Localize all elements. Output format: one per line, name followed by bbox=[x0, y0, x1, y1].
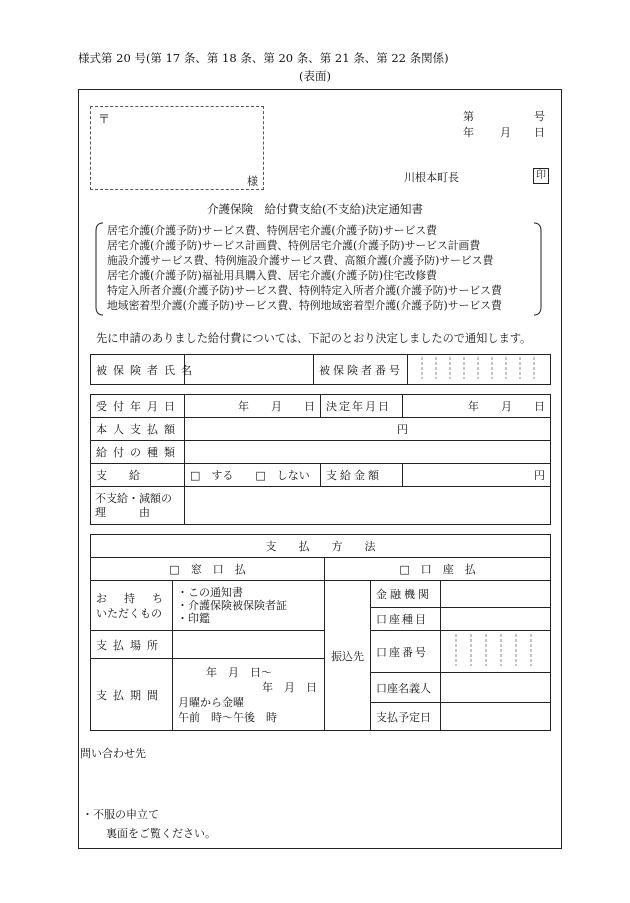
insured-number-field[interactable] bbox=[408, 355, 551, 385]
objection-label: ・不服の申立て bbox=[82, 808, 159, 821]
reason-field[interactable] bbox=[185, 487, 551, 525]
service-type-3: 施設介護サービス費、特例施設介護サービス費、高額介護(介護予防)サービス費 bbox=[107, 254, 494, 267]
place-label: 支払場所 bbox=[91, 631, 173, 659]
number-prefix: 第 bbox=[463, 110, 474, 123]
account-payment-option[interactable]: □ 口 座 払 bbox=[325, 558, 551, 581]
inquiry-label: 問い合わせ先 bbox=[80, 747, 146, 760]
reason-label: 不支給・減額の 理 由 bbox=[91, 487, 185, 525]
period-label: 支払期間 bbox=[91, 659, 173, 731]
service-type-6: 地域密着型介護(介護予防)サービス費、特例地域密着型介護(介護予防)サービス費 bbox=[107, 299, 502, 312]
service-type-5: 特定入所者介護(介護予防)サービス費、特例特定入所者介護(介護予防)サービス費 bbox=[107, 284, 502, 297]
payment-yes-checkbox[interactable]: □ する bbox=[190, 469, 234, 482]
bank-label: 金融機関 bbox=[371, 581, 441, 608]
issuer: 川根本町長 bbox=[404, 171, 459, 184]
account-type-label: 口座種目 bbox=[371, 608, 441, 631]
see-back-note: 裏面をご覧ください。 bbox=[106, 827, 216, 840]
service-type-2: 居宅介護(介護予防)サービス計画費、特例居宅介護(介護予防)サービス計画費 bbox=[107, 239, 481, 252]
window-payment-option[interactable]: □ 窓 口 払 bbox=[91, 558, 325, 581]
intro-text: 先に申請のありました給付費については、下記のとおり決定しましたので通知します。 bbox=[96, 332, 532, 345]
issue-month: 月 bbox=[500, 126, 511, 139]
account-holder-label: 口座名義人 bbox=[371, 673, 441, 703]
scheduled-date-label: 支払予定日 bbox=[371, 703, 441, 731]
issue-year: 年 bbox=[463, 126, 474, 139]
payment-label: 支 給 bbox=[91, 464, 185, 487]
decision-date-label: 決定年月日 bbox=[321, 395, 403, 418]
payment-method-table bbox=[90, 534, 551, 731]
account-digit-boxes bbox=[441, 631, 551, 669]
period-field[interactable]: 年 月 日～ 年 月 日 月曜から金曜 午前 時～午後 時 bbox=[173, 659, 325, 731]
payment-amount-field[interactable]: 円 bbox=[403, 464, 551, 487]
number-suffix: 号 bbox=[534, 110, 545, 123]
bank-field[interactable] bbox=[441, 581, 551, 608]
insured-table bbox=[90, 354, 551, 385]
receipt-date-label: 受付年月日 bbox=[91, 395, 185, 418]
issue-day: 日 bbox=[534, 126, 545, 139]
benefit-type-label: 給付の種類 bbox=[91, 441, 185, 464]
account-type-field[interactable] bbox=[441, 608, 551, 631]
service-type-list bbox=[95, 222, 542, 316]
place-field[interactable] bbox=[173, 631, 325, 659]
service-type-4: 居宅介護(介護予防)福祉用具購入費、居宅介護(介護予防)住宅改修費 bbox=[107, 269, 437, 282]
insured-name-field[interactable] bbox=[185, 355, 314, 385]
account-holder-field[interactable] bbox=[441, 673, 551, 703]
payment-no-checkbox[interactable]: □ しない bbox=[255, 469, 310, 482]
address-box bbox=[90, 106, 264, 190]
account-number-field[interactable] bbox=[441, 631, 551, 673]
receipt-date-field[interactable]: 年 月 日 bbox=[185, 395, 321, 418]
digit-boxes bbox=[408, 355, 551, 381]
details-table bbox=[90, 394, 551, 525]
payment-amount-label: 支給金額 bbox=[321, 464, 403, 487]
bring-items-label: お 持 ち いただくもの bbox=[91, 581, 173, 631]
account-number-label: 口座番号 bbox=[371, 631, 441, 673]
self-paid-field[interactable]: 円 bbox=[185, 418, 551, 441]
decision-date-field[interactable]: 年 月 日 bbox=[403, 395, 551, 418]
insured-number-label: 被保険者番号 bbox=[314, 355, 408, 385]
seal-mark: 印 bbox=[533, 168, 549, 184]
payment-method-title: 支 払 方 法 bbox=[91, 535, 551, 558]
postal-mark: 〒 bbox=[98, 112, 111, 126]
form-side: (表面) bbox=[299, 69, 331, 83]
insured-name-label: 被保険者氏名 bbox=[91, 355, 185, 385]
self-paid-label: 本人支払額 bbox=[91, 418, 185, 441]
bring-items-list: ・この通知書 ・介護保険被保険者証 ・印鑑 bbox=[173, 581, 325, 631]
transfer-label: 振込先 bbox=[325, 581, 371, 731]
service-type-1: 居宅介護(介護予防)サービス費、特例居宅介護(介護予防)サービス費 bbox=[107, 224, 437, 237]
document-title: 介護保険 給付費支給(不支給)決定通知書 bbox=[207, 202, 423, 216]
form-number: 様式第 20 号(第 17 条、第 18 条、第 20 条、第 21 条、第 22 条関係) bbox=[78, 51, 449, 65]
scheduled-date-field[interactable] bbox=[441, 703, 551, 731]
benefit-type-field[interactable] bbox=[185, 441, 551, 464]
payment-choice bbox=[185, 464, 321, 487]
honorific: 様 bbox=[247, 175, 258, 188]
